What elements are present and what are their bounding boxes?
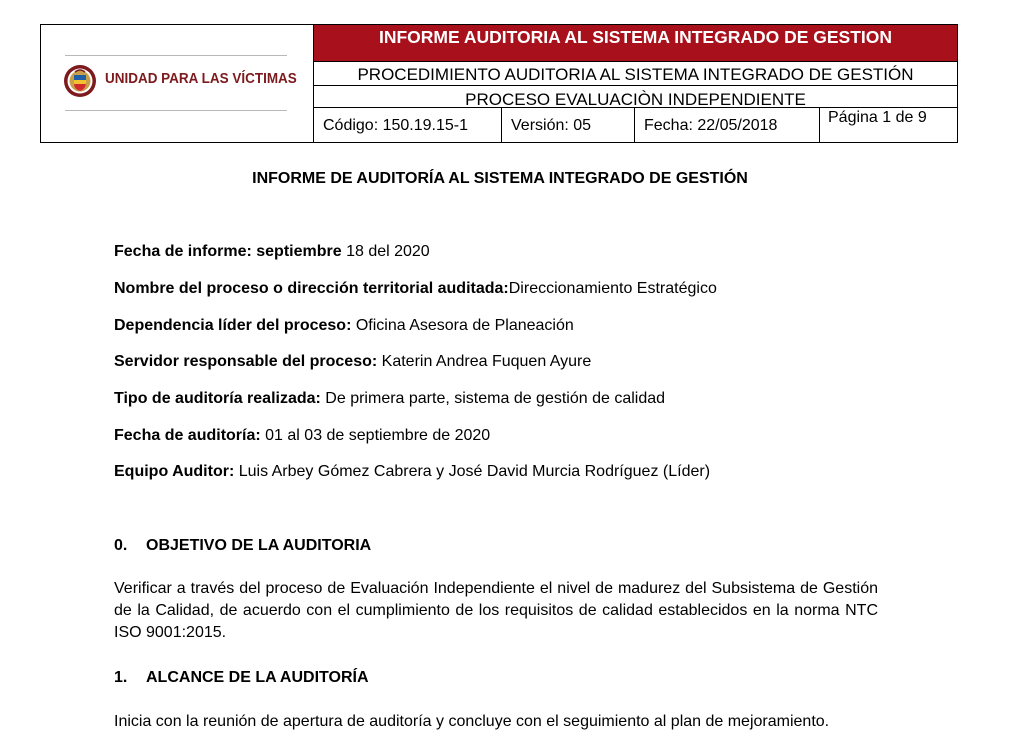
- field-label: Servidor responsable del proceso:: [114, 353, 378, 370]
- document-title: INFORME DE AUDITORÍA AL SISTEMA INTEGRADO DE GESTIÓN: [252, 170, 748, 187]
- field-value: Luis Arbey Gómez Cabrera y José David Murcia Rodríguez (Líder): [234, 463, 711, 480]
- section-text-scope: Inicia con la reunión de apertura de auditoría y concluye con el seguimiento al plan de mejoramiento.: [114, 713, 830, 730]
- field-audit-type: [114, 390, 665, 408]
- field-label: Tipo de auditoría realizada:: [114, 390, 321, 407]
- header-process: PROCESO EVALUACIÒN INDEPENDIENTE: [314, 86, 957, 108]
- logo-text: UNIDAD PARA LAS VÍCTIMAS: [105, 71, 297, 87]
- field-value: 18 del 2020: [341, 243, 430, 260]
- unidad-victimas-logo: [61, 55, 297, 111]
- field-value: De primera parte, sistema de gestión de calidad: [320, 390, 666, 407]
- header-procedure: PROCEDIMIENTO AUDITORIA AL SISTEMA INTEGRADO DE GESTIÓN: [314, 62, 957, 86]
- field-label: Fecha de auditoría:: [114, 427, 261, 444]
- field-lead-dependency: [114, 317, 574, 335]
- field-audit-date: [114, 427, 490, 445]
- section-number: 1.: [114, 669, 128, 686]
- section-heading-objective: [114, 537, 371, 555]
- header-version: Versión: 05: [502, 108, 635, 142]
- logo-cell: [41, 25, 314, 142]
- header-title: INFORME AUDITORIA AL SISTEMA INTEGRADO DE GESTION: [314, 25, 957, 62]
- section-title: ALCANCE DE LA AUDITORÍA: [146, 669, 369, 686]
- field-process-name: [114, 280, 717, 298]
- header-code: Código: 150.19.15-1: [314, 108, 502, 142]
- field-value: 01 al 03 de septiembre de 2020: [260, 427, 491, 444]
- field-value: Katerin Andrea Fuquen Ayure: [377, 353, 592, 370]
- document-header: [40, 24, 958, 143]
- logo-bottom-rule: [65, 110, 287, 111]
- field-label: Fecha de informe: septiembre: [114, 243, 342, 260]
- coat-of-arms-icon: [63, 64, 97, 98]
- field-label: Nombre del proceso o dirección territorial auditada:: [114, 280, 509, 297]
- section-text-objective: Verificar a través del proceso de Evaluación Independiente el nivel de madurez del Subsistema de Gestión de la Calidad, de acuerdo con el cumplimiento de los requisitos de calidad establecidos en la norma NTC ISO 9001:2015.: [114, 580, 878, 641]
- field-responsible-servant: [114, 353, 591, 371]
- field-label: Equipo Auditor:: [114, 463, 235, 480]
- section-title: OBJETIVO DE LA AUDITORIA: [146, 537, 372, 554]
- field-value: Oficina Asesora de Planeación: [351, 317, 574, 334]
- field-audit-team: [114, 463, 710, 481]
- header-meta-row: [314, 108, 957, 142]
- logo-top-rule: [65, 55, 287, 56]
- field-report-date: [114, 243, 430, 261]
- header-date: Fecha: 22/05/2018: [635, 108, 820, 142]
- section-number: 0.: [114, 537, 128, 554]
- section-heading-scope: [114, 669, 369, 687]
- field-label: Dependencia líder del proceso:: [114, 317, 352, 334]
- field-value: Direccionamiento Estratégico: [508, 280, 717, 297]
- header-page-number: Página 1 de 9: [828, 109, 927, 126]
